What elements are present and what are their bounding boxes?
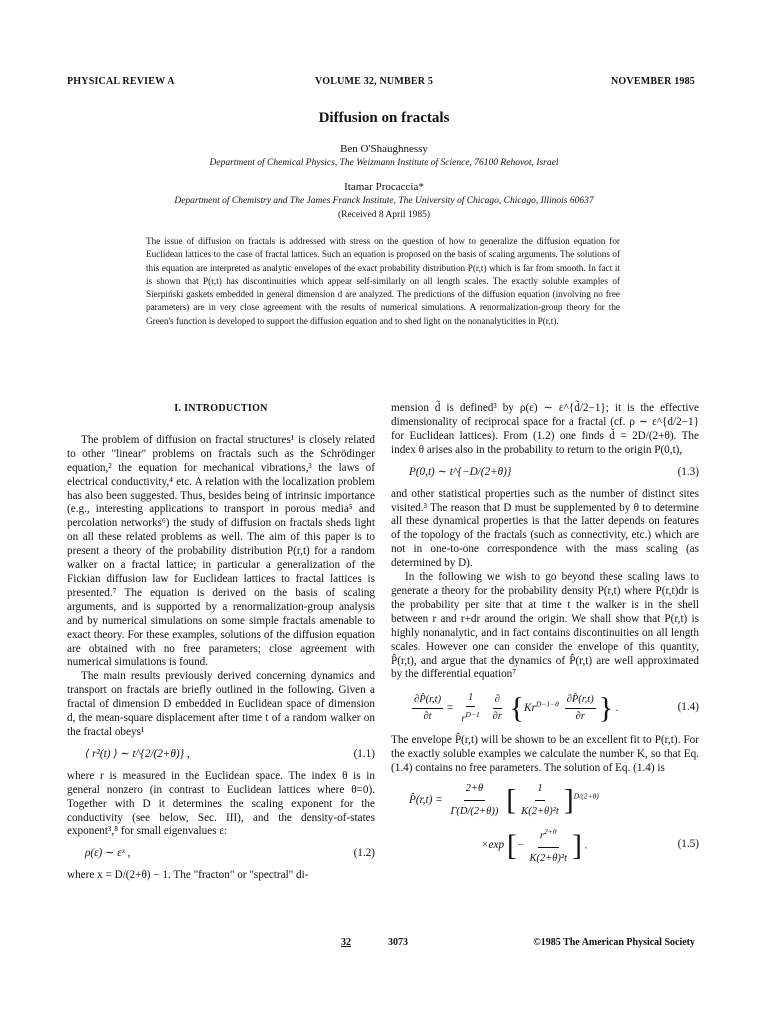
equation-1-3 bbox=[391, 458, 699, 488]
paragraph: where r is measured in the Euclidean space. The index θ is in general nonzero (in contrast to Euclidean lattices where θ=0). Together with D it determines the scaling exponent for the conductivity (see below, Sec. III), and the density-of-states exponent³,⁸ for small eigenvalues ε: bbox=[67, 769, 375, 838]
volume-ref: 32 bbox=[341, 937, 351, 948]
paragraph: The problem of diffusion on fractal structures¹ is closely related to other "linear" problems on fractals such as the Schrödinger equation,² the equation for mechanical vibrations,³ the laws of electrical conductivity,⁴ etc. A relation with the localization problem has also been suggested. Thus, besides being of intrinsic importance (e.g., interesting applications to transport in porous media⁵ and percolation networks⁶) the study of diffusion on fractals sheds light on all these related problems as well. The aim of this paper is to present a theory of the probability distribution P(r,t) for a random walker on a fractal lattice; in particular a generalization of the Fickian diffusion law for Euclidean lattices to fractal lattices is presented.⁷ The equation is derived on the basis of scaling arguments, and is supported by a renormalization-group analysis and by numerical simulations on some simple fractals amenable to exact theory. For these examples, solutions of the diffusion equation are obtained with no free parameters; close agreement with numerical simulations is found. bbox=[67, 433, 375, 669]
page-footer bbox=[67, 937, 695, 951]
equation-1-1 bbox=[67, 740, 375, 770]
equation-body: P(0,t) ∼ t^{−D/(2+θ)} bbox=[409, 465, 512, 478]
equation-number: (1.5) bbox=[677, 838, 699, 851]
equation-number: (1.2) bbox=[353, 847, 375, 860]
journal-name: PHYSICAL REVIEW A bbox=[67, 76, 175, 87]
equation-body: ρ(ε) ∼ εˣ , bbox=[85, 847, 131, 860]
author-name: Itamar Procaccia* bbox=[344, 181, 424, 193]
diffusion-equation: $\frac{\partial P̂(r,t)}{\partial t}$ = $\frac{1}{r^{D-1}}$ $\frac{\partial}{\partial r}$ {$Kr^{D-1-\theta}$ $\frac{\partial P̂(r,t)}{\partial r}$ } . bbox=[414, 691, 619, 725]
equation-1-5 bbox=[391, 776, 699, 872]
page-number: 3073 bbox=[388, 937, 408, 948]
paragraph: and other statistical properties such as the number of distinct sites visited.³ The reason that D must be supplemented by θ to determine all these dynamical properties is that the latter depends on features of the topology of the fractals (such as connectivity, etc.) which are not in one-to-one correspondence with the mass scaling (as determined by D). bbox=[391, 487, 699, 570]
right-column bbox=[391, 402, 699, 872]
equation-body: ⟨ r²(t) ⟩ ∼ t^{2/(2+θ)} , bbox=[85, 747, 190, 760]
issue-date: NOVEMBER 1985 bbox=[611, 76, 695, 87]
copyright: ©1985 The American Physical Society bbox=[533, 937, 695, 948]
received-date: (Received 8 April 1985) bbox=[337, 210, 431, 220]
paragraph: In the following we wish to go beyond these scaling laws to generate a theory for the probability density P(r,t) where P(r,t)dr is the probability per site that at time t the walker is in the shell between r and r+dr around the origin. We shall show that P(r,t) is highly nonanalytic, and in fact contains discontinuities on all length scales. However one can consider the envelope of this quantity, P̂(r,t), and argue that the dynamics of P̂(r,t) are well approximated by the differential equation⁷ bbox=[391, 571, 699, 681]
solution-equation: P̂(r,t) = $\frac{2+\theta}{\Gamma(D/(2+\theta))}$ [ $\frac{1}{\text{K(2+θ)²t}}$ ]$^{D/(2+\theta)}$ ×exp [− $\frac{r^{2+\theta}}{\text{K(2+θ)²t}}$ ] . bbox=[391, 779, 599, 870]
equation-1-2 bbox=[67, 839, 375, 869]
section-heading: I. INTRODUCTION bbox=[174, 403, 268, 414]
equation-1-4 bbox=[391, 682, 699, 734]
paragraph: The envelope P̂(r,t) will be shown to be an excellent fit to P(r,t). For the exactly soluble examples we calculate the number K, so that Eq. (1.4) contains no free parameters. The solution of Eq. (1.4) is bbox=[391, 734, 699, 775]
author-affiliation: Department of Chemical Physics, The Weizmann Institute of Science, 76100 Rehovot, Israel bbox=[209, 158, 559, 168]
paragraph: where x = D/(2+θ) − 1. The "fracton" or "spectral" di- bbox=[67, 869, 309, 882]
paragraph: mension d̃ is defined³ by ρ(ε) ∼ ε^{d̃/2−1}; it is the effective dimensionality of reciprocal space for a fractal (cf. ρ ∼ ε^{d/2−1} for Euclidean lattices). From (1.2) one finds d̃ = 2D/(2+θ). The index θ arises also in the probability to return to the origin P(0,t), bbox=[391, 402, 699, 456]
left-column bbox=[67, 402, 375, 883]
abstract: The issue of diffusion on fractals is addressed with stress on the question of how to generalize the diffusion equation for Euclidean lattices to the case of fractal lattices. Such an equation is proposed on the basis of scaling arguments. The solutions of this equation are interpreted as analytic envelopes of the exact probability distribution P(r,t) which is far from smooth. In fact it is shown that P(r,t) has discontinuities which appear self-similarly on all length scales. The exactly soluble examples of Sierpiński gaskets embedded in general dimension d are analyzed. The predictions of the diffusion equation (involving no free parameters) are in very close agreement with the results of numerical simulations. A renormalization-group theory for the Green's function is developed to support the diffusion equation and to shed light on the nonanalyticities in P(r,t). bbox=[146, 236, 620, 326]
equation-number: (1.3) bbox=[677, 465, 699, 478]
author-name: Ben O'Shaughnessy bbox=[340, 143, 428, 155]
volume-number: VOLUME 32, NUMBER 5 bbox=[315, 76, 434, 87]
equation-number: (1.1) bbox=[353, 747, 375, 760]
paper-title: Diffusion on fractals bbox=[318, 110, 450, 126]
paragraph: The main results previously derived concerning dynamics and transport on fractals are briefly outlined in the following. Given a fractal of dimension D embedded in Euclidean space of dimension d, the mean-square displacement after time t of a random walker on the fractal obeys¹ bbox=[67, 670, 375, 738]
author-affiliation: Department of Chemistry and The James Franck Institute, The University of Chicago, Chicago, Illinois 60637 bbox=[174, 196, 594, 206]
running-header bbox=[67, 76, 695, 90]
equation-number: (1.4) bbox=[677, 701, 699, 714]
